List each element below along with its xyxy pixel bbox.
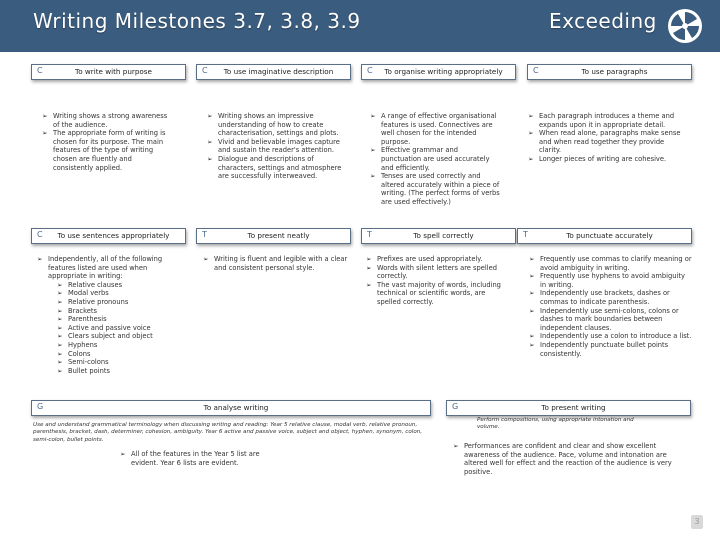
criteria-title: To spell correctly <box>413 231 474 240</box>
sentence-feature: ➢ Parenthesis <box>57 315 187 324</box>
present-writing-note: Perform compositions, using appropriate intonation and volume. <box>477 417 634 431</box>
criteria-title: To punctuate accurately <box>566 231 653 240</box>
sentence-feature: ➢ Colons <box>57 350 187 359</box>
criteria-title: To present neatly <box>247 231 310 240</box>
sentence-feature-list <box>48 281 187 376</box>
criteria-code: C <box>37 66 43 75</box>
criteria-point: ➢ Independently punctuate bullet points consistently. <box>529 341 692 358</box>
criteria-code: T <box>202 230 207 239</box>
criteria-code: C <box>533 66 539 75</box>
criteria-code: C <box>367 66 373 75</box>
criteria-bar-present-writing <box>446 400 691 416</box>
criteria-point: ➢ Writing is fluent and legible with a clear and consistent personal style. <box>203 255 358 272</box>
criteria-point: ➢ The vast majority of words, including technical or scientific words, are spelled correctly. <box>366 281 506 307</box>
criteria-point: ➢ All of the features in the Year 5 list are evident. Year 6 lists are evident. <box>120 450 265 467</box>
criteria-bar-use-sentences <box>31 228 186 244</box>
criteria-point: ➢ Each paragraph introduces a theme and expands upon it in appropriate detail. <box>528 112 688 129</box>
criteria-code: C <box>202 66 208 75</box>
criteria-point: ➢ Tenses are used correctly and altered accurately within a piece of writing. (The perfect forms of verbs are used effectively.) <box>370 172 500 206</box>
criteria-point: ➢ Effective grammar and punctuation are used accurately and efficiently. <box>370 146 500 172</box>
criteria-points-organise-writing <box>370 112 500 207</box>
criteria-intro: Independently, all of the following features listed are used when appropriate in writing: <box>48 255 163 281</box>
sentence-feature: ➢ Relative pronouns <box>57 298 187 307</box>
sentence-feature: ➢ Brackets <box>57 307 187 316</box>
sentence-feature: ➢ Relative clauses <box>57 281 187 290</box>
criteria-point: ➢ Words with silent letters are spelled correctly. <box>366 264 506 281</box>
criteria-points-write-with-purpose <box>42 112 172 172</box>
criteria-title: To present writing <box>541 403 606 412</box>
criteria-points-present-writing <box>453 442 673 476</box>
criteria-points-analyse-writing <box>120 450 265 467</box>
criteria-bar-analyse-writing <box>31 400 431 416</box>
criteria-code: G <box>452 402 459 411</box>
criteria-title: To analyse writing <box>203 403 269 412</box>
criteria-title: To use sentences appropriately <box>57 231 170 240</box>
sentence-feature: ➢ Semi-colons <box>57 358 187 367</box>
criteria-point: ➢ Independently use a colon to introduce a list. <box>529 332 692 341</box>
criteria-point: ➢ Independently use semi-colons, colons or dashes to mark boundaries between independent clauses. <box>529 307 692 333</box>
criteria-points-punctuate-accurately <box>529 255 692 358</box>
criteria-title: To use imaginative description <box>223 67 334 76</box>
level-label: Exceeding <box>549 9 657 33</box>
criteria-points-spell-correctly <box>366 255 506 307</box>
header-banner <box>0 0 720 52</box>
criteria-bar-write-with-purpose <box>31 64 186 80</box>
criteria-points-present-neatly <box>203 255 358 272</box>
criteria-point <box>37 255 187 375</box>
criteria-point: ➢ Frequently use commas to clarify meaning or avoid ambiguity in writing. <box>529 255 692 272</box>
page-number: 3 <box>691 515 703 529</box>
criteria-point: ➢ The appropriate form of writing is chosen for its purpose. The main features of the type of writing chosen are fluently and consistently applied. <box>42 129 172 172</box>
sentence-feature: ➢ Bullet points <box>57 367 187 376</box>
criteria-bar-present-neatly <box>196 228 351 244</box>
criteria-point: ➢ Frequently use hyphens to avoid ambiguity in writing. <box>529 272 692 289</box>
sentence-feature: ➢ Modal verbs <box>57 289 187 298</box>
criteria-points-use-paragraphs <box>528 112 688 164</box>
sentence-feature: ➢ Clears subject and object <box>57 332 187 341</box>
criteria-point: ➢ When read alone, paragraphs make sense and when read together they provide clarity. <box>528 129 688 155</box>
criteria-code: T <box>367 230 372 239</box>
criteria-point: ➢ Vivid and believable images capture and sustain the reader's attention. <box>207 138 347 155</box>
criteria-point: ➢ A range of effective organisational features is used. Connectives are well chosen for the intended purpose. <box>370 112 500 146</box>
analyse-writing-note: Use and understand grammatical terminology when discussing writing and reading: Year 5 relative clause, modal verb, relative pronoun, parenthesis, bracket, dash, determiner, cohesion, ambiguity. Year 6 active and passive voice, subject and object, hyphen, synonym, colon, semi-colon, bullet points. <box>33 422 423 443</box>
page-title: Writing Milestones 3.7, 3.8, 3.9 <box>33 9 361 33</box>
sentence-feature: ➢ Hyphens <box>57 341 187 350</box>
criteria-bar-punctuate-accurately <box>517 228 692 244</box>
criteria-bar-organise-writing <box>361 64 516 80</box>
criteria-point: ➢ Independently use brackets, dashes or commas to indicate parenthesis. <box>529 289 692 306</box>
criteria-code: C <box>37 230 43 239</box>
criteria-code: G <box>37 402 44 411</box>
criteria-point: ➢ Writing shows an impressive understanding of how to create characterisation, settings and plots. <box>207 112 347 138</box>
criteria-point: ➢ Performances are confident and clear and show excellent awareness of the audience. Pace, volume and intonation are altered well for effect and the reaction of the audience is very positive. <box>453 442 673 476</box>
criteria-bar-use-paragraphs <box>527 64 692 80</box>
criteria-point: ➢ Dialogue and descriptions of characters, settings and atmosphere are successfully interweaved. <box>207 155 347 181</box>
criteria-points-use-sentences <box>37 255 187 375</box>
criteria-point: ➢ Prefixes are used appropriately. <box>366 255 506 264</box>
criteria-title: To write with purpose <box>75 67 152 76</box>
criteria-point: ➢ Longer pieces of writing are cohesive. <box>528 155 688 164</box>
criteria-bar-spell-correctly <box>361 228 516 244</box>
criteria-points-imaginative-description <box>207 112 347 181</box>
sentence-feature: ➢ Active and passive voice <box>57 324 187 333</box>
criteria-title: To organise writing appropriately <box>384 67 503 76</box>
criteria-code: T <box>523 230 528 239</box>
criteria-title: To use paragraphs <box>581 67 648 76</box>
criteria-bar-imaginative-description <box>196 64 351 80</box>
pinwheel-logo-icon <box>667 8 703 44</box>
criteria-point: ➢ Writing shows a strong awareness of the audience. <box>42 112 172 129</box>
